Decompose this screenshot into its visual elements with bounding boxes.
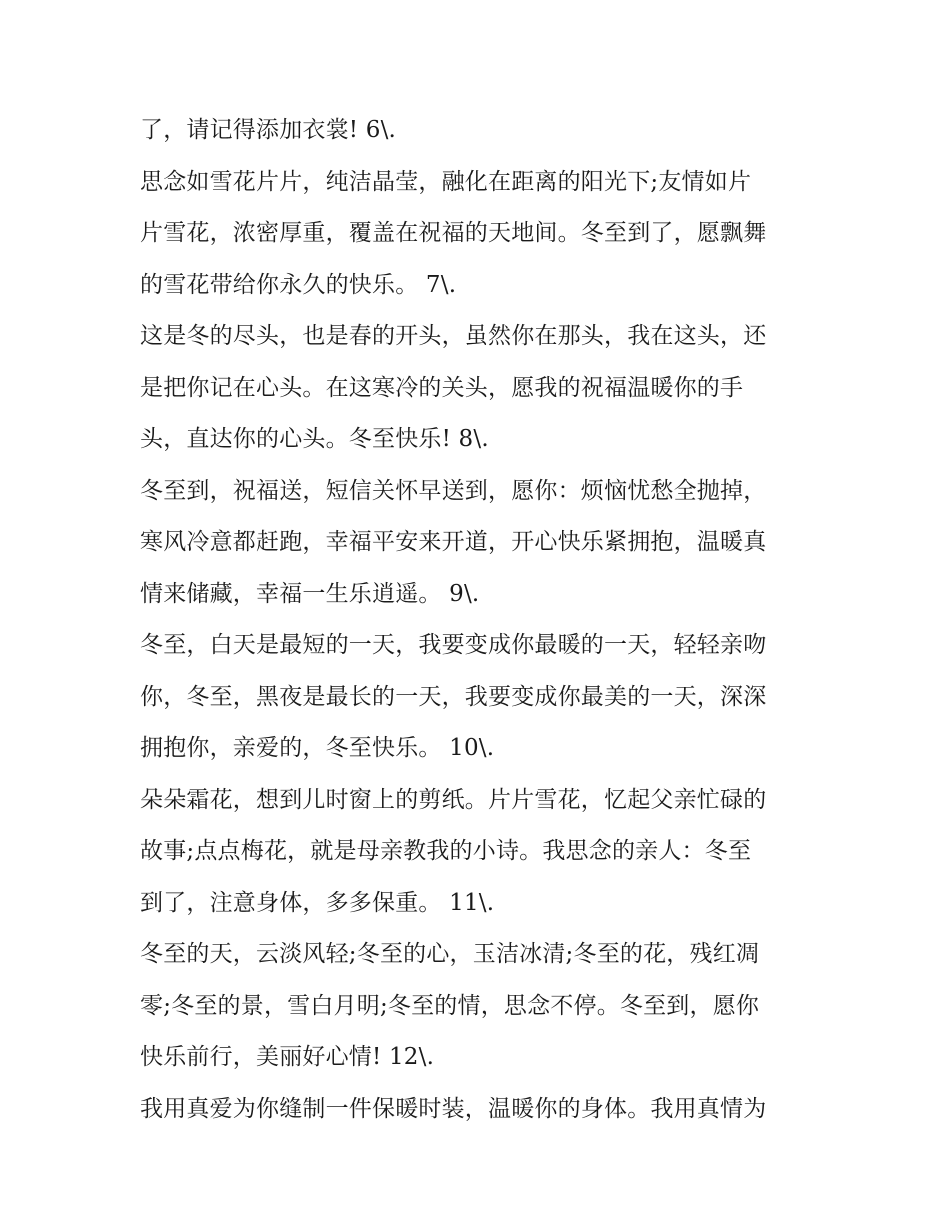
text-line: 到了，注意身体，多多保重。 11\. (140, 889, 495, 916)
text-line: 我用真爱为你缝制一件保暖时装，温暖你的身体。我用真情为 (140, 1095, 767, 1122)
text-line: 思念如雪花片片，纯洁晶莹，融化在距离的阳光下;友情如片 (140, 168, 752, 195)
text-line: 情来储藏，幸福一生乐逍遥。 9\. (140, 580, 480, 607)
text-line: 冬至的天，云淡风轻;冬至的心，玉洁冰清;冬至的花，残红凋 (140, 941, 760, 967)
document-body (140, 105, 820, 1135)
text-line: 快乐前行，美丽好心情! 12\. (140, 1044, 435, 1070)
text-line: 故事;点点梅花，就是母亲教我的小诗。我思念的亲人：冬至 (140, 838, 752, 864)
text-line: 这是冬的尽头，也是春的开头，虽然你在那头，我在这头，还 (140, 323, 767, 349)
text-line: 零;冬至的景，雪白月明;冬至的情，思念不停。冬至到，愿你 (140, 992, 760, 1019)
text-line: 了，请记得添加衣裳! 6\. (140, 117, 397, 143)
text-line: 是把你记在心头。在这寒冷的关头，愿我的祝福温暖你的手 (140, 374, 744, 401)
text-line: 寒风冷意都赶跑，幸福平安来开道，开心快乐紧拥抱，温暖真 (140, 529, 767, 555)
text-line: 的雪花带给你永久的快乐。 7\. (140, 271, 457, 298)
text-line: 片雪花，浓密厚重，覆盖在祝福的天地间。冬至到了，愿飘舞 (140, 220, 767, 246)
text-line: 头，直达你的心头。冬至快乐! 8\. (140, 426, 489, 452)
text-line: 冬至，白天是最短的一天，我要变成你最暖的一天，轻轻亲吻 (140, 632, 767, 658)
text-line: 你，冬至，黑夜是最长的一天，我要变成你最美的一天，深深 (140, 683, 767, 710)
text-line: 拥抱你，亲爱的，冬至快乐。 10\. (140, 735, 495, 761)
text-line: 朵朵霜花，想到儿时窗上的剪纸。片片雪花，忆起父亲忙碌的 (140, 786, 767, 813)
text-line: 冬至到，祝福送，短信关怀早送到，愿你：烦恼忧愁全抛掉， (140, 477, 767, 504)
